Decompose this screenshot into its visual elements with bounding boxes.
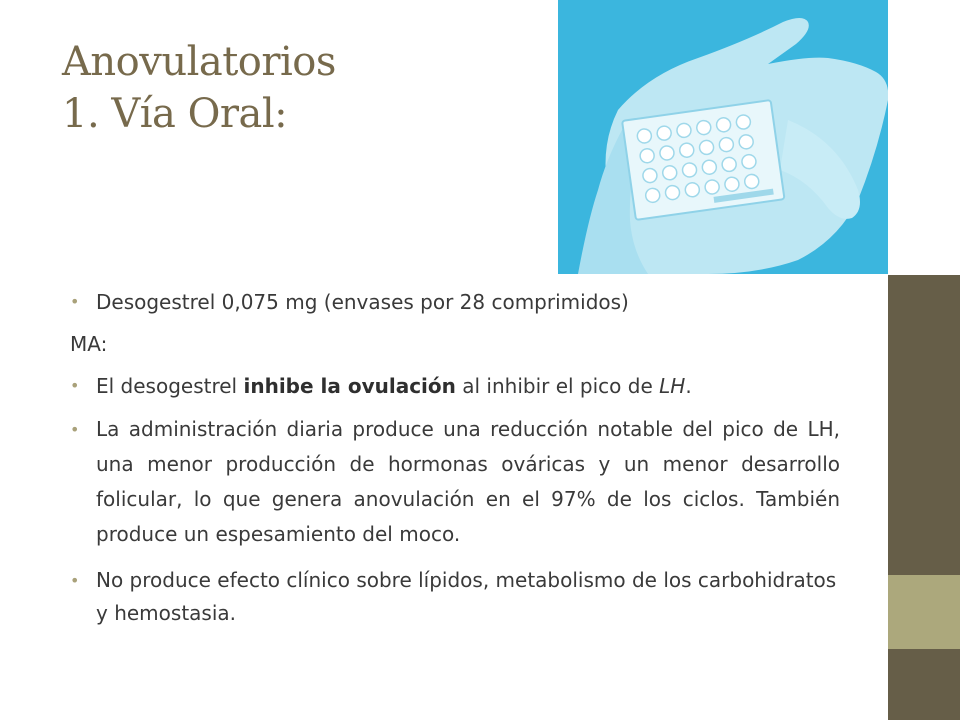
bullet-text: No produce efecto clínico sobre lípidos, metabolismo de los carbohidratos y hemostasia. [96, 568, 837, 625]
slide-title [62, 36, 542, 140]
bullet-text-end: . [685, 374, 692, 398]
bullet-item-mechanism [70, 370, 840, 402]
hand-holding-pill-pack-illustration [558, 0, 888, 274]
bullet-text-bold: inhibe la ovulación [243, 374, 456, 398]
bullet-text-mid: al inhibir el pico de [455, 374, 660, 398]
bullet-icon: • [70, 292, 80, 311]
bullet-text: Desogestrel 0,075 mg (envases por 28 comprimidos) [96, 290, 629, 314]
decorative-sidebar [888, 0, 960, 720]
bullet-text-pre: El desogestrel [96, 374, 244, 398]
bullet-icon: • [70, 376, 80, 395]
bullet-item-no-clinical-effect [70, 564, 840, 630]
bullet-item-daily-administration [70, 412, 840, 552]
bullet-text: La administración diaria produce una reducción notable del pico de LH, una menor producción de hormonas ováricas y un menor desarrollo folicular, lo que genera anovulación en el 97% de los ciclos. También produce un espesamiento del moco. [96, 417, 840, 546]
title-line-2: 1. Vía Oral: [62, 91, 288, 137]
sidebar-block-dark-top [888, 275, 960, 575]
bullet-text-italic: LH [659, 374, 686, 398]
bullet-icon: • [70, 420, 80, 439]
hand-pill-pack-photo [558, 0, 888, 274]
bullet-item-desogestrel [70, 286, 840, 318]
bullet-icon: • [70, 571, 80, 590]
slide-body [70, 282, 840, 630]
sidebar-block-dark-bottom [888, 649, 960, 720]
sidebar-block-light [888, 575, 960, 649]
title-line-1: Anovulatorios [62, 39, 336, 85]
ma-label: MA: [70, 332, 108, 356]
